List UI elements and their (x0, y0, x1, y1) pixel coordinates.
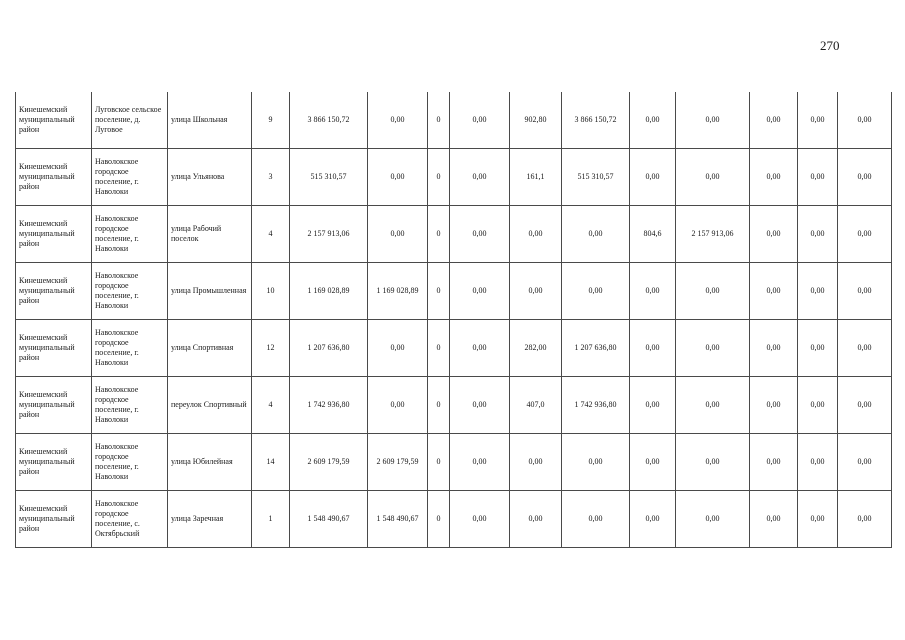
cell-value: 515 310,57 (562, 149, 630, 206)
cell-value: 0,00 (750, 149, 798, 206)
cell-street: улица Заречная (168, 491, 252, 548)
cell-value: 0,00 (368, 206, 428, 263)
cell-settlement: Наволокское городское поселение, г. Наволоки (92, 434, 168, 491)
table-row (16, 434, 892, 491)
cell-value: 0,00 (750, 491, 798, 548)
cell-value: 0,00 (838, 206, 892, 263)
cell-value: 0,00 (750, 377, 798, 434)
cell-value: 407,0 (510, 377, 562, 434)
cell-district: Кинешемский муниципальный район (16, 491, 92, 548)
cell-value: 0,00 (630, 491, 676, 548)
cell-value: 0,00 (838, 491, 892, 548)
cell-value: 0,00 (450, 320, 510, 377)
page-number: 270 (820, 38, 840, 53)
cell-value: 0 (428, 377, 450, 434)
cell-value: 0,00 (630, 263, 676, 320)
cell-value: 1 742 936,80 (290, 377, 368, 434)
cell-street: улица Спортивная (168, 320, 252, 377)
cell-value: 0,00 (750, 434, 798, 491)
cell-value: 0,00 (562, 263, 630, 320)
cell-value: 0,00 (510, 263, 562, 320)
cell-value: 4 (252, 206, 290, 263)
cell-value: 0,00 (798, 263, 838, 320)
cell-value: 804,6 (630, 206, 676, 263)
cell-value: 515 310,57 (290, 149, 368, 206)
cell-value: 0,00 (798, 377, 838, 434)
cell-value: 0,00 (798, 320, 838, 377)
cell-value: 0,00 (450, 92, 510, 149)
cell-street: переулок Спортивный (168, 377, 252, 434)
cell-settlement: Наволокское городское поселение, г. Наволоки (92, 320, 168, 377)
cell-value: 0,00 (676, 434, 750, 491)
cell-value: 0,00 (562, 491, 630, 548)
cell-value: 0,00 (798, 92, 838, 149)
cell-district: Кинешемский муниципальный район (16, 263, 92, 320)
cell-street: улица Ульянова (168, 149, 252, 206)
cell-value: 0,00 (798, 206, 838, 263)
table-row (16, 320, 892, 377)
cell-settlement: Наволокское городское поселение, г. Наволоки (92, 377, 168, 434)
cell-value: 0,00 (676, 377, 750, 434)
cell-district: Кинешемский муниципальный район (16, 149, 92, 206)
table-row (16, 206, 892, 263)
cell-value: 2 609 179,59 (368, 434, 428, 491)
cell-value: 0,00 (798, 491, 838, 548)
cell-value: 0,00 (838, 377, 892, 434)
cell-value: 0,00 (838, 434, 892, 491)
cell-settlement: Наволокское городское поселение, г. Наволоки (92, 263, 168, 320)
cell-value: 0,00 (630, 320, 676, 377)
cell-value: 9 (252, 92, 290, 149)
cell-value: 0,00 (798, 149, 838, 206)
cell-value: 0 (428, 92, 450, 149)
cell-value: 0,00 (450, 377, 510, 434)
cell-value: 14 (252, 434, 290, 491)
table-row (16, 263, 892, 320)
cell-value: 10 (252, 263, 290, 320)
cell-value: 0 (428, 263, 450, 320)
cell-value: 2 157 913,06 (290, 206, 368, 263)
cell-value: 0,00 (676, 149, 750, 206)
cell-value: 0 (428, 149, 450, 206)
cell-value: 0,00 (838, 92, 892, 149)
cell-value: 0,00 (676, 491, 750, 548)
cell-value: 0,00 (450, 263, 510, 320)
cell-street: улица Рабочий поселок (168, 206, 252, 263)
cell-district: Кинешемский муниципальный район (16, 206, 92, 263)
cell-value: 1 548 490,67 (368, 491, 428, 548)
cell-value: 0,00 (798, 434, 838, 491)
cell-value: 0,00 (510, 434, 562, 491)
cell-value: 0,00 (750, 320, 798, 377)
cell-value: 0,00 (630, 92, 676, 149)
cell-value: 2 609 179,59 (290, 434, 368, 491)
cell-value: 1 169 028,89 (368, 263, 428, 320)
cell-value: 161,1 (510, 149, 562, 206)
table-row (16, 491, 892, 548)
cell-value: 0,00 (838, 320, 892, 377)
cell-value: 1 742 936,80 (562, 377, 630, 434)
cell-settlement: Наволокское городское поселение, с. Октябрьский (92, 491, 168, 548)
cell-value: 1 548 490,67 (290, 491, 368, 548)
cell-value: 0,00 (450, 206, 510, 263)
cell-value: 0,00 (750, 263, 798, 320)
table-body (16, 92, 892, 548)
cell-value: 0,00 (450, 434, 510, 491)
table-row (16, 377, 892, 434)
cell-value: 0,00 (450, 491, 510, 548)
cell-value: 2 157 913,06 (676, 206, 750, 263)
cell-value: 3 866 150,72 (562, 92, 630, 149)
cell-value: 282,00 (510, 320, 562, 377)
cell-settlement: Наволокское городское поселение, г. Наволоки (92, 149, 168, 206)
cell-value: 0,00 (750, 92, 798, 149)
cell-value: 3 (252, 149, 290, 206)
table-row (16, 149, 892, 206)
cell-value: 4 (252, 377, 290, 434)
cell-value: 0,00 (838, 149, 892, 206)
cell-settlement: Луговское сельское поселение, д. Луговое (92, 92, 168, 149)
cell-value: 0,00 (630, 377, 676, 434)
cell-value: 0,00 (450, 149, 510, 206)
cell-value: 0 (428, 434, 450, 491)
cell-value: 0,00 (676, 263, 750, 320)
cell-value: 1 169 028,89 (290, 263, 368, 320)
cell-value: 0,00 (510, 206, 562, 263)
cell-settlement: Наволокское городское поселение, г. Наволоки (92, 206, 168, 263)
cell-value: 0,00 (630, 149, 676, 206)
cell-district: Кинешемский муниципальный район (16, 320, 92, 377)
cell-value: 0,00 (562, 434, 630, 491)
cell-district: Кинешемский муниципальный район (16, 92, 92, 149)
cell-street: улица Юбилейная (168, 434, 252, 491)
cell-value: 0,00 (510, 491, 562, 548)
cell-district: Кинешемский муниципальный район (16, 377, 92, 434)
cell-value: 0 (428, 320, 450, 377)
cell-value: 0,00 (562, 206, 630, 263)
cell-district: Кинешемский муниципальный район (16, 434, 92, 491)
cell-value: 902,80 (510, 92, 562, 149)
cell-value: 0,00 (630, 434, 676, 491)
cell-street: улица Школьная (168, 92, 252, 149)
cell-value: 0,00 (368, 149, 428, 206)
cell-value: 3 866 150,72 (290, 92, 368, 149)
cell-value: 1 (252, 491, 290, 548)
cell-value: 0,00 (368, 320, 428, 377)
cell-value: 0,00 (368, 92, 428, 149)
cell-value: 1 207 636,80 (290, 320, 368, 377)
cell-street: улица Промышленная (168, 263, 252, 320)
cell-value: 0,00 (676, 92, 750, 149)
cell-value: 0,00 (838, 263, 892, 320)
cell-value: 0,00 (368, 377, 428, 434)
cell-value: 0 (428, 206, 450, 263)
table-row (16, 92, 892, 149)
cell-value: 1 207 636,80 (562, 320, 630, 377)
cell-value: 0 (428, 491, 450, 548)
registry-table (15, 92, 892, 548)
cell-value: 0,00 (676, 320, 750, 377)
cell-value: 12 (252, 320, 290, 377)
cell-value: 0,00 (750, 206, 798, 263)
